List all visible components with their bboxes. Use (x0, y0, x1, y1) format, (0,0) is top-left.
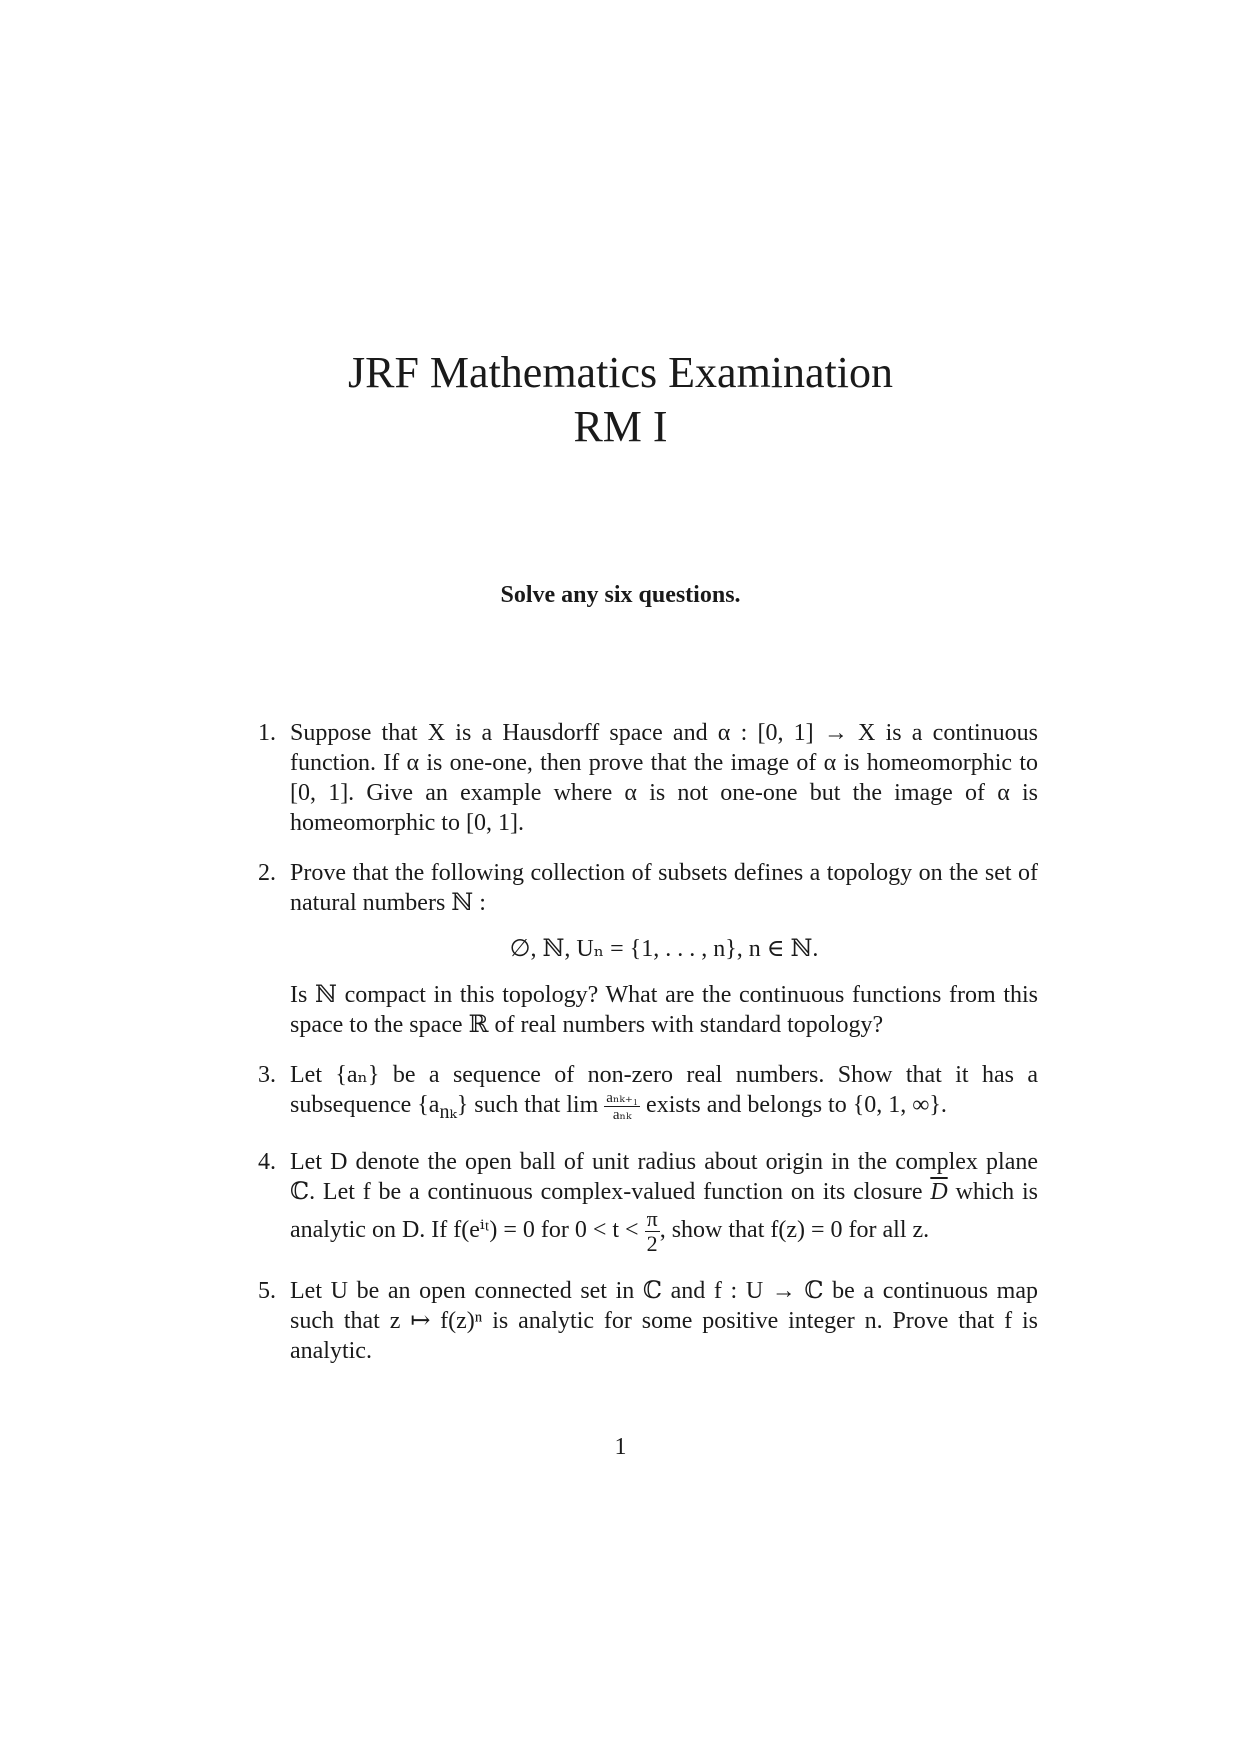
question-text-part: Let {aₙ} be a sequence of non-zero real numbers. Show that it has a subsequence {a (290, 1062, 1038, 1119)
pi-over-two-fraction (645, 1207, 660, 1256)
subscript: nₖ (439, 1100, 457, 1123)
question-text-part: which is analytic on D. If f(eⁱᵗ) = 0 for 0 < t < (290, 1178, 1038, 1243)
question-2 (258, 858, 1038, 1040)
display-equation: ∅, ℕ, Uₙ = {1, . . . , n}, n ∈ ℕ. (509, 936, 819, 962)
question-1 (258, 718, 1038, 838)
question-text: Let U be an open connected set in ℂ and f : U → ℂ be a continuous map such that z ↦ f(z)ⁿ is analytic for some positive integer n. Prove that f is analytic. (290, 1277, 1038, 1364)
question-text: Prove that the following collection of subsets defines a topology on the set of natural numbers ℕ : (290, 860, 1038, 916)
exam-title-line1: JRF Mathematics Examination (347, 348, 894, 397)
closure-symbol: $\overline{D}$ (930, 1178, 948, 1205)
question-text: Suppose that X is a Hausdorff space and α : [0, 1] → X is a continuous function. If α is one-one, then prove that the image of α is homeomorphic to [0, 1]. Give an example where α is not one-one but the image of α is homeomorphic to [0, 1]. (290, 720, 1038, 836)
question-3 (258, 1060, 1038, 1127)
question-4 (258, 1147, 1038, 1256)
question-5 (258, 1276, 1038, 1366)
exam-title (0, 346, 1241, 454)
exam-title-line2: RM I (573, 402, 668, 451)
exam-instruction: Solve any six questions. (500, 582, 741, 608)
question-text-part: Let D denote the open ball of unit radius about origin in the complex plane ℂ. Let f be a continuous complex-valued function on its closure (290, 1148, 1038, 1205)
question-text (290, 1147, 1038, 1256)
question-number: 1. (258, 720, 276, 746)
question-number: 4. (258, 1148, 276, 1175)
question-number: 2. (258, 860, 276, 886)
fraction-numerator: π (646, 1205, 658, 1231)
question-text-part: } such that lim (456, 1092, 599, 1119)
question-text-part: , show that f(z) = 0 for all z. (659, 1216, 930, 1243)
page-number: 1 (614, 1434, 627, 1460)
question-text-continued: Is ℕ compact in this topology? What are the continuous functions from this space to the space ℝ of real numbers with standard topology? (290, 982, 1038, 1038)
fraction-denominator: aₙₖ (612, 1107, 632, 1123)
question-list (258, 718, 1038, 1386)
question-number: 5. (258, 1277, 276, 1304)
fraction-denominator: 2 (646, 1230, 658, 1256)
question-number: 3. (258, 1062, 276, 1088)
fraction-numerator: aₙₖ₊₁ (606, 1090, 639, 1106)
ratio-fraction (604, 1090, 640, 1123)
question-text-part: exists and belongs to {0, 1, ∞}. (640, 1092, 947, 1119)
question-text (290, 1060, 1038, 1127)
